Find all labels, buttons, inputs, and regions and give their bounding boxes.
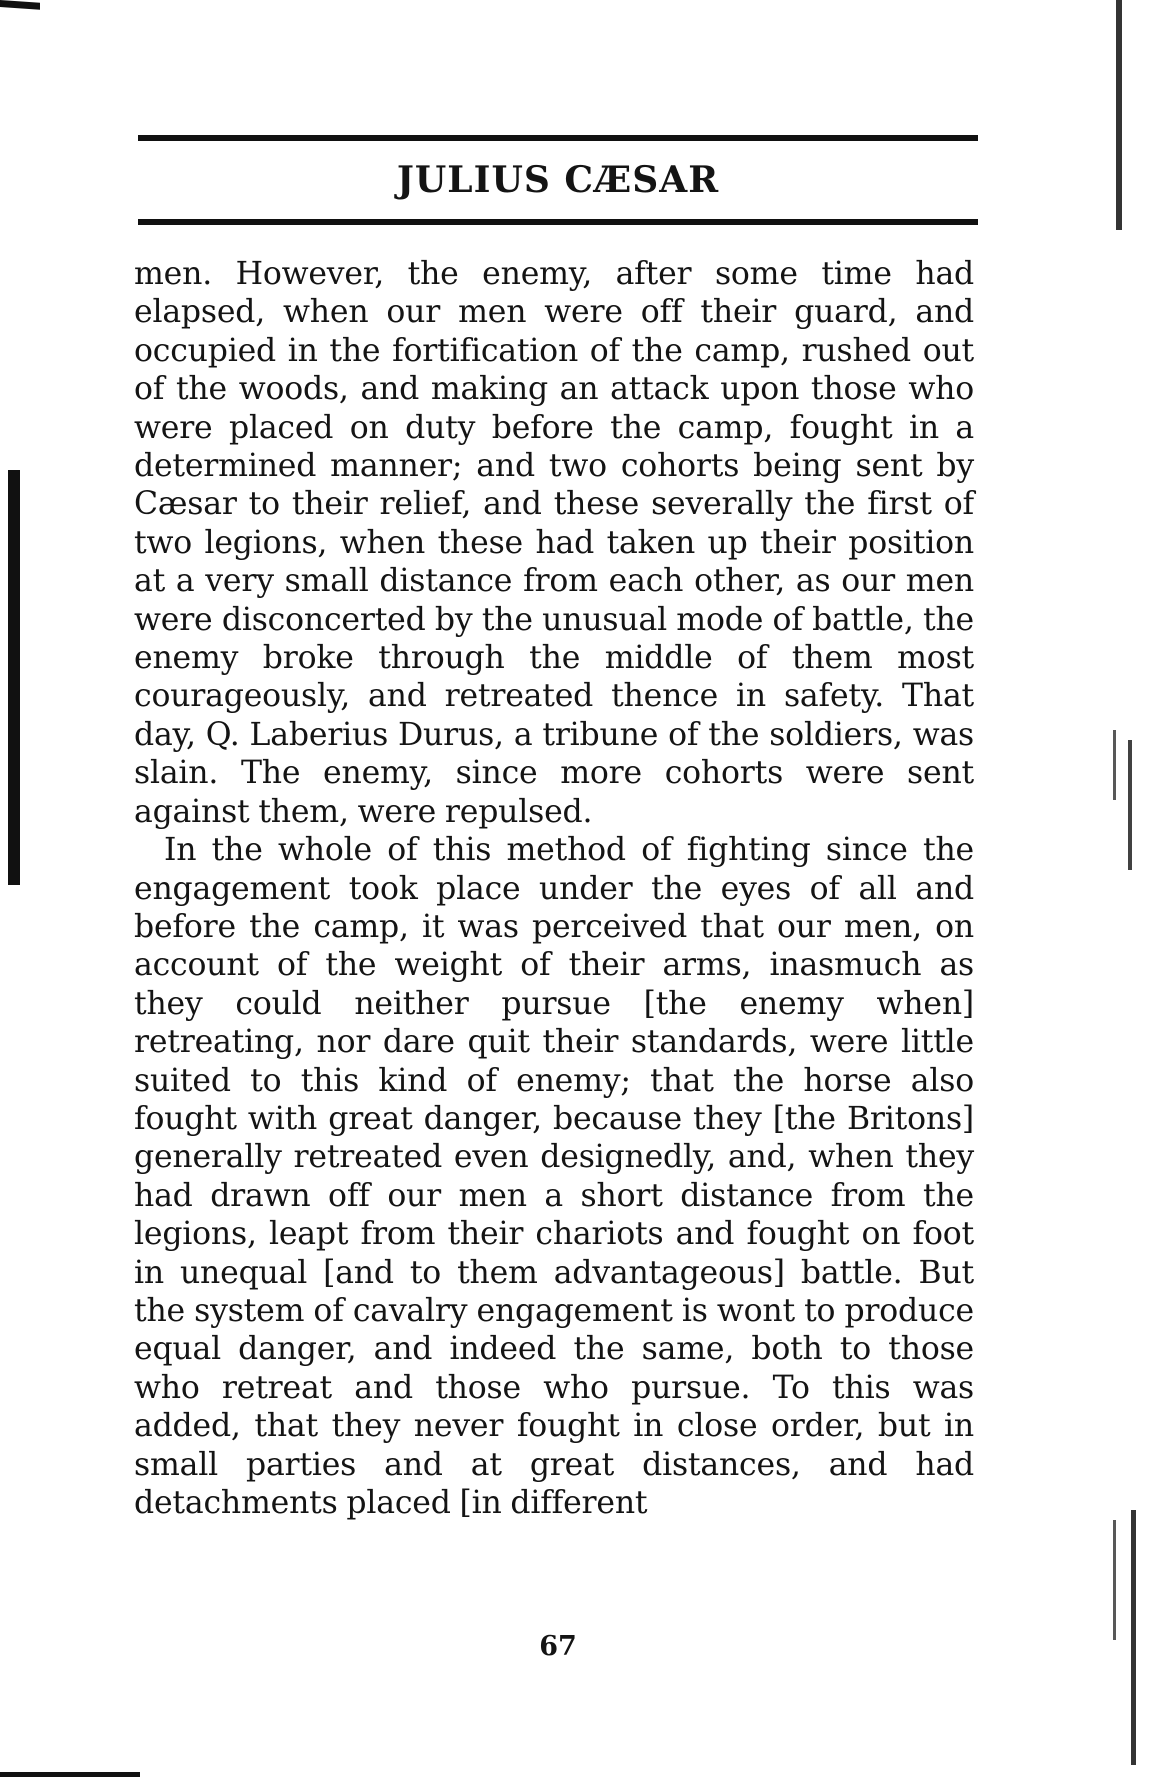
- scan-edge-mark: [1128, 740, 1132, 870]
- scan-edge-mark: [1131, 1510, 1136, 1765]
- running-head: JULIUS CÆSAR: [396, 159, 720, 201]
- scan-edge-mark: [0, 0, 40, 10]
- scan-edge-mark: [0, 1772, 140, 1777]
- scan-edge-mark: [1113, 1520, 1116, 1640]
- header-rule-top: [138, 135, 978, 141]
- scan-edge-mark: [1116, 0, 1122, 230]
- body-text: [134, 255, 974, 1522]
- paragraph: men. However, the enemy, after some time had elapsed, when our men were off their guard, and occupied in the fortification of the camp, rushed out of the woods, and making an attack upon those who were placed on duty before the camp, fought in a determined manner; and two cohorts being sent by Cæsar to their relief, and these severally the first of two legions, when these had taken up their position at a very small distance from each other, as our men were disconcerted by the unusual mode of battle, the enemy broke through the middle of them most courageously, and retreated thence in safety. That day, Q. Laberius Durus, a tribune of the soldiers, was slain. The enemy, since more cohorts were sent against them, were repulsed.: [134, 256, 974, 830]
- scan-edge-mark: [8, 470, 20, 885]
- scan-edge-mark: [1113, 730, 1116, 800]
- header-rule-bottom: [138, 219, 978, 225]
- paragraph: In the whole of this method of fighting since the engagement took place under the eyes of all and before the camp, it was perceived that our men, on account of the weight of their arms, inasmuch as they could neither pursue [the enemy when] retreating, nor dare quit their standards, were little suited to this kind of enemy; that the horse also fought with great danger, because they [the Britons] generally retreated even designedly, and, when they had drawn off our men a short distance from the legions, leapt from their chariots and fought on foot in unequal [and to them advantageous] battle. But the system of cavalry engagement is wont to produce equal danger, and indeed the same, both to those who retreat and those who pursue. To this was added, that they never fought in close order, but in small parties and at great distances, and had detachments placed [in different: [134, 832, 974, 1521]
- page-number: 67: [539, 1631, 577, 1662]
